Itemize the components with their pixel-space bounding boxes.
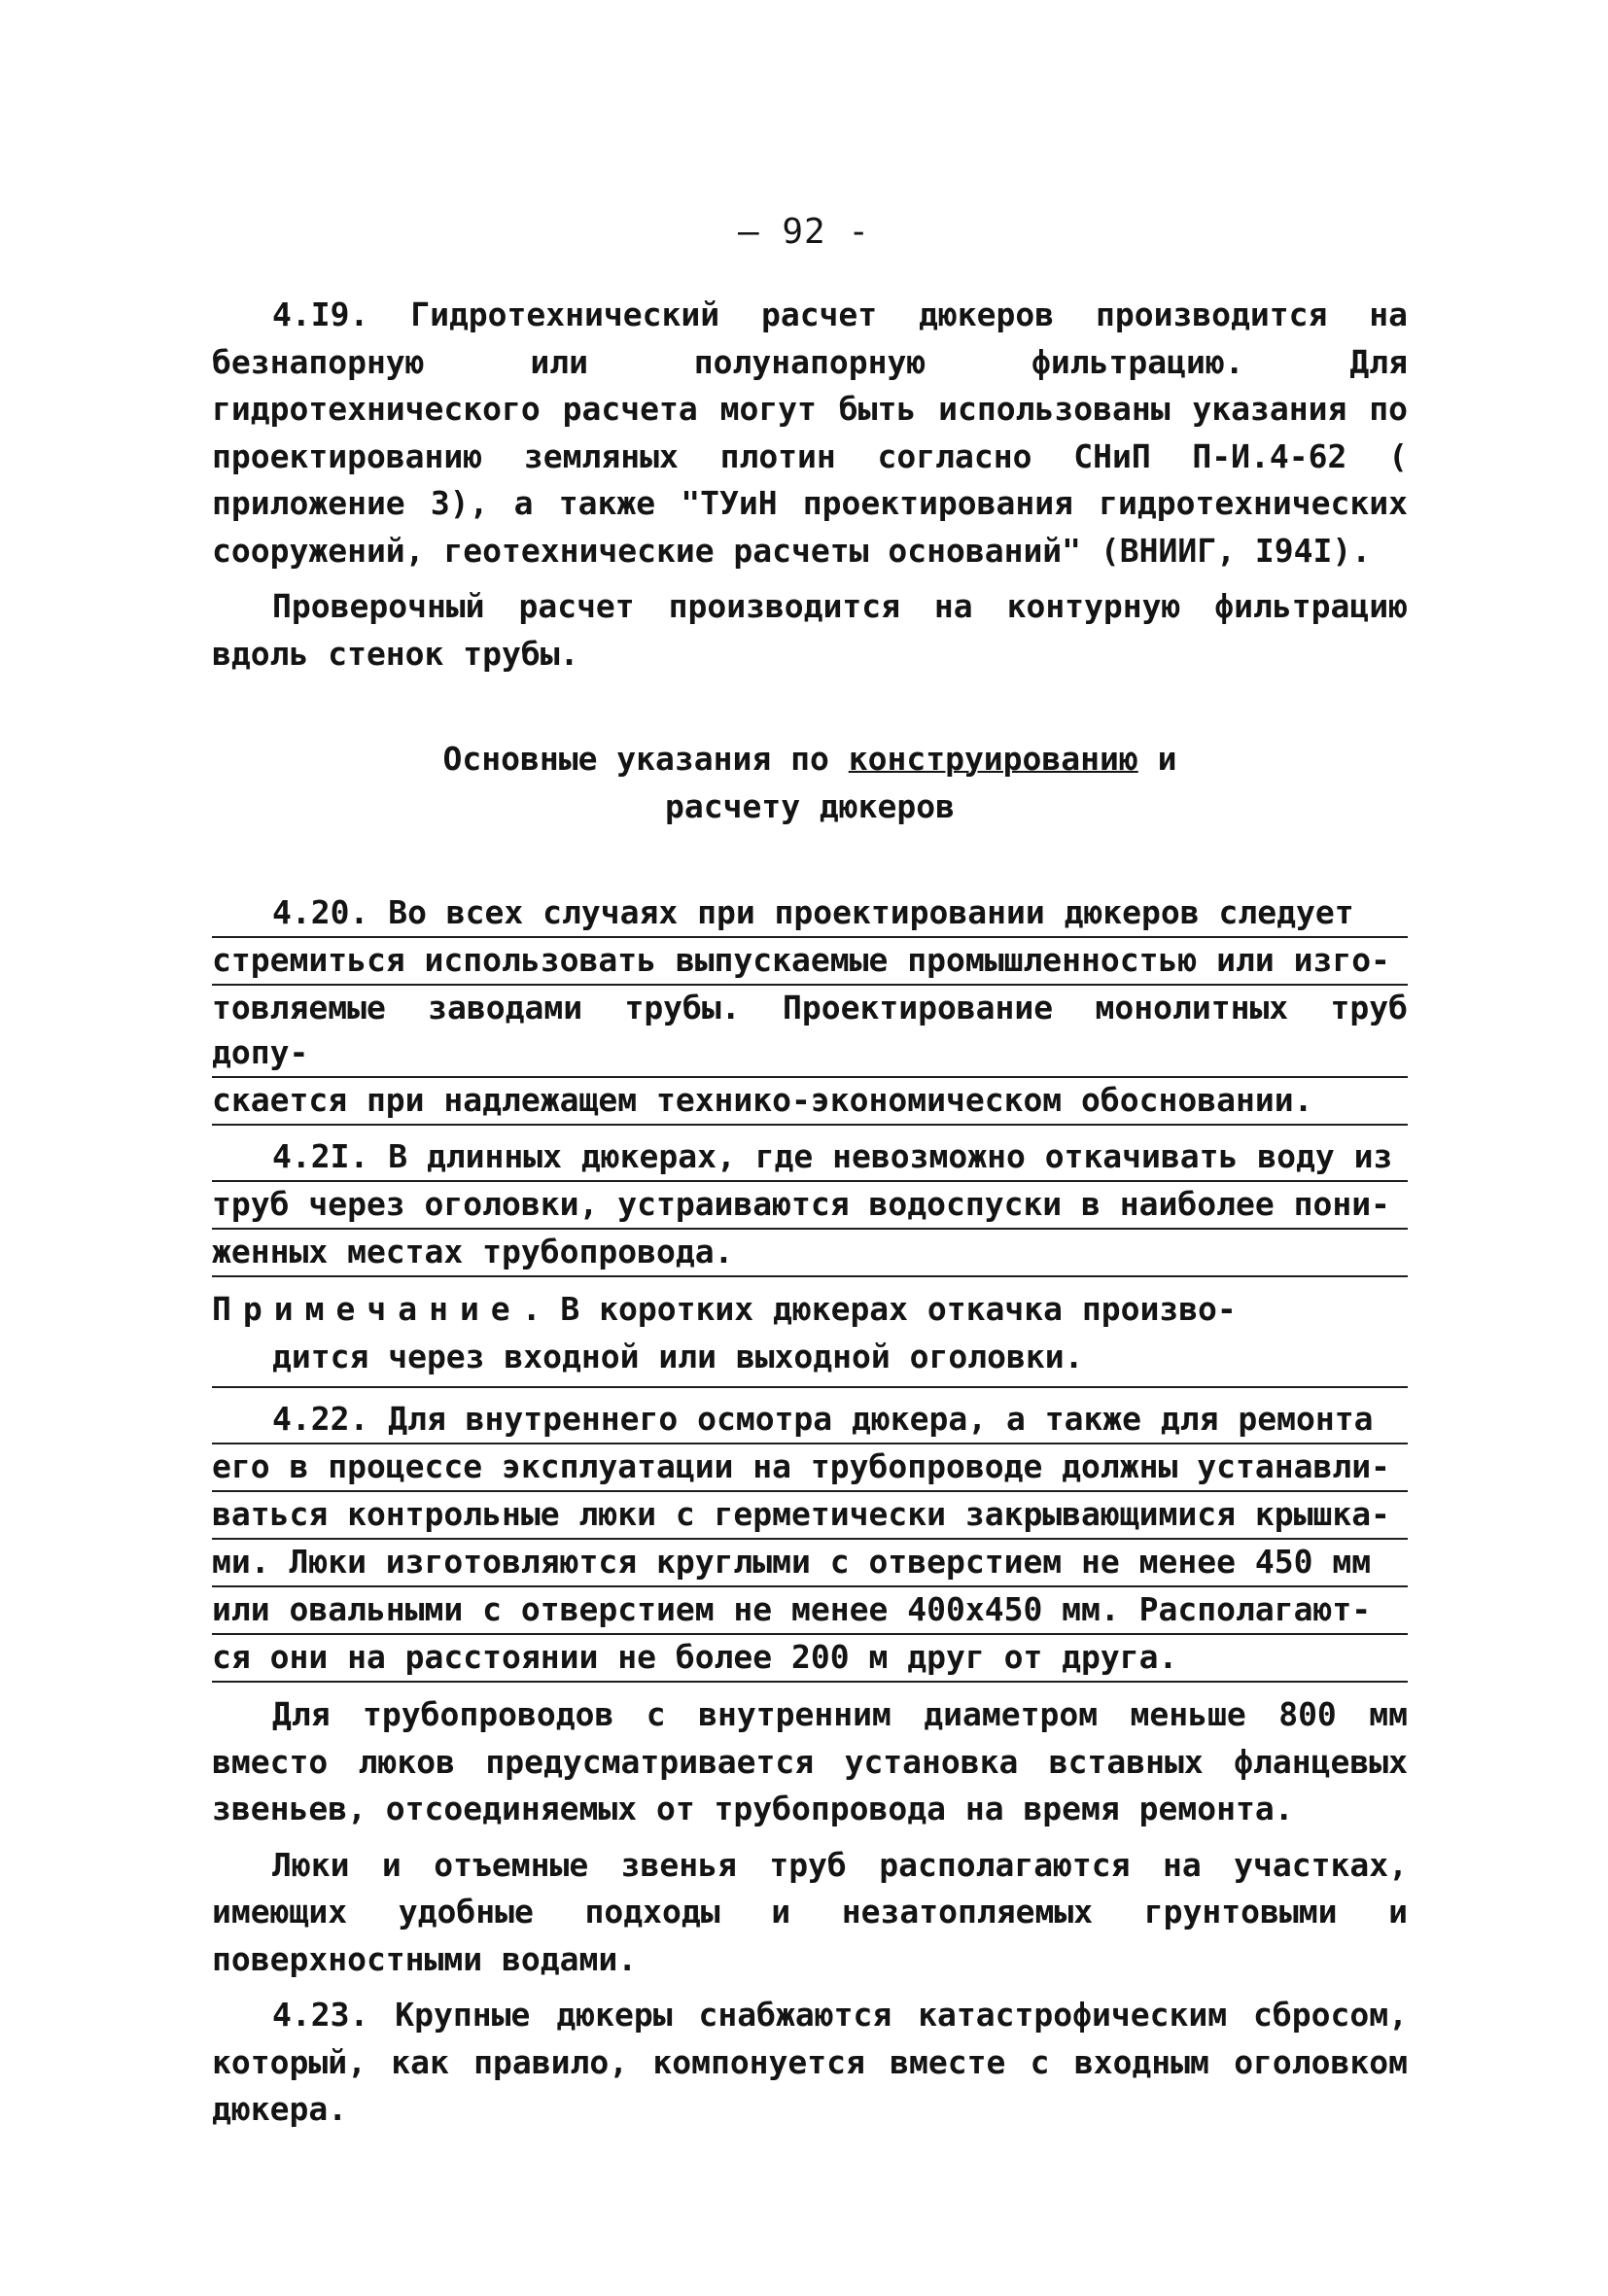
paragraph-4-19: 4.I9. Гидротехнический расчет дюкеров производится на безнапорную или полунапорную фильтрацию. Для гидротехнического расчета могут быть использованы указания по проектированию земляных плотин согласно СНиП П-И.4-62 ( приложение 3), а также "ТУиН проектирования гидротехнических сооружений, геотехнические расчеты оснований" (ВНИИГ, I94I).: [212, 296, 1408, 570]
paragraph-4-20: [212, 890, 1408, 1126]
paragraph-4-22-line: или овальными с отверстием не менее 400х450 мм. Располагают-: [212, 1587, 1408, 1635]
paragraph-4-22: [212, 1397, 1408, 1683]
heading-line-2: расчету дюкеров: [664, 786, 955, 825]
page-number: — 92 -: [737, 212, 871, 252]
paragraph-4-20-line: товляемые заводами трубы. Проектирование монолитных труб допу-: [212, 986, 1408, 1078]
paragraph-4-20-line: 4.20. Во всех случаях при проектировании дюкеров следует: [212, 890, 1408, 938]
paragraph-4-23: 4.23. Крупные дюкеры снабжаются катастрофическим сбросом, который, как правило, компонуется вместе с входным оголовком дюкера.: [212, 1996, 1408, 2128]
paragraph-4-21-line: труб через оголовки, устраиваются водоспуски в наиболее пони-: [212, 1182, 1408, 1230]
heading-line-1: Основные указания по конструированию и: [442, 740, 1177, 778]
paragraph-pipelines: Для трубопроводов с внутренним диаметром меньше 800 мм вместо люков предусматривается установка вставных фланцевых звеньев, отсоединяемых от трубопровода на время ремонта.: [212, 1695, 1408, 1827]
note-block: [212, 1286, 1408, 1388]
paragraph-4-20-line: стремиться использовать выпускаемые промышленностью или изго-: [212, 938, 1408, 986]
paragraph-4-20-line: скается при надлежащем технико-экономическом обосновании.: [212, 1078, 1408, 1126]
paragraph-hatches: Люки и отъемные звенья труб располагаются на участках, имеющих удобные подходы и незатопляемых грунтовыми и поверхностными водами.: [212, 1845, 1408, 1978]
paragraph-4-21-line: 4.2I. В длинных дюкерах, где невозможно откачивать воду из: [212, 1134, 1408, 1182]
paragraph-4-22-line: его в процессе эксплуатации на трубопроводе должны устанавли-: [212, 1444, 1408, 1492]
paragraph-4-22-line: ми. Люки изготовляются круглыми с отверстием не менее 450 мм: [212, 1540, 1408, 1587]
note-line-2: дится через входной или выходной оголовки.: [272, 1337, 1084, 1375]
note-label: Примечание: [212, 1290, 522, 1328]
note-line-1: Примечание. В коротких дюкерах откачка произво-: [212, 1290, 1237, 1328]
paragraph-check-calculation: Проверочный расчет производится на контурную фильтрацию вдоль стенок трубы.: [212, 587, 1408, 673]
heading-underlined-word: конструированию: [848, 740, 1138, 778]
document-body: [212, 292, 1408, 2142]
paragraph-4-22-line: 4.22. Для внутреннего осмотра дюкера, а также для ремонта: [212, 1397, 1408, 1444]
section-heading: [212, 736, 1408, 830]
paragraph-4-22-line: ваться контрольные люки с герметически закрывающимися крышка-: [212, 1492, 1408, 1540]
paragraph-4-21: [212, 1134, 1408, 1277]
paragraph-4-21-line: женных местах трубопровода.: [212, 1230, 1408, 1277]
paragraph-4-22-line: ся они на расстоянии не более 200 м друг от друга.: [212, 1635, 1408, 1683]
